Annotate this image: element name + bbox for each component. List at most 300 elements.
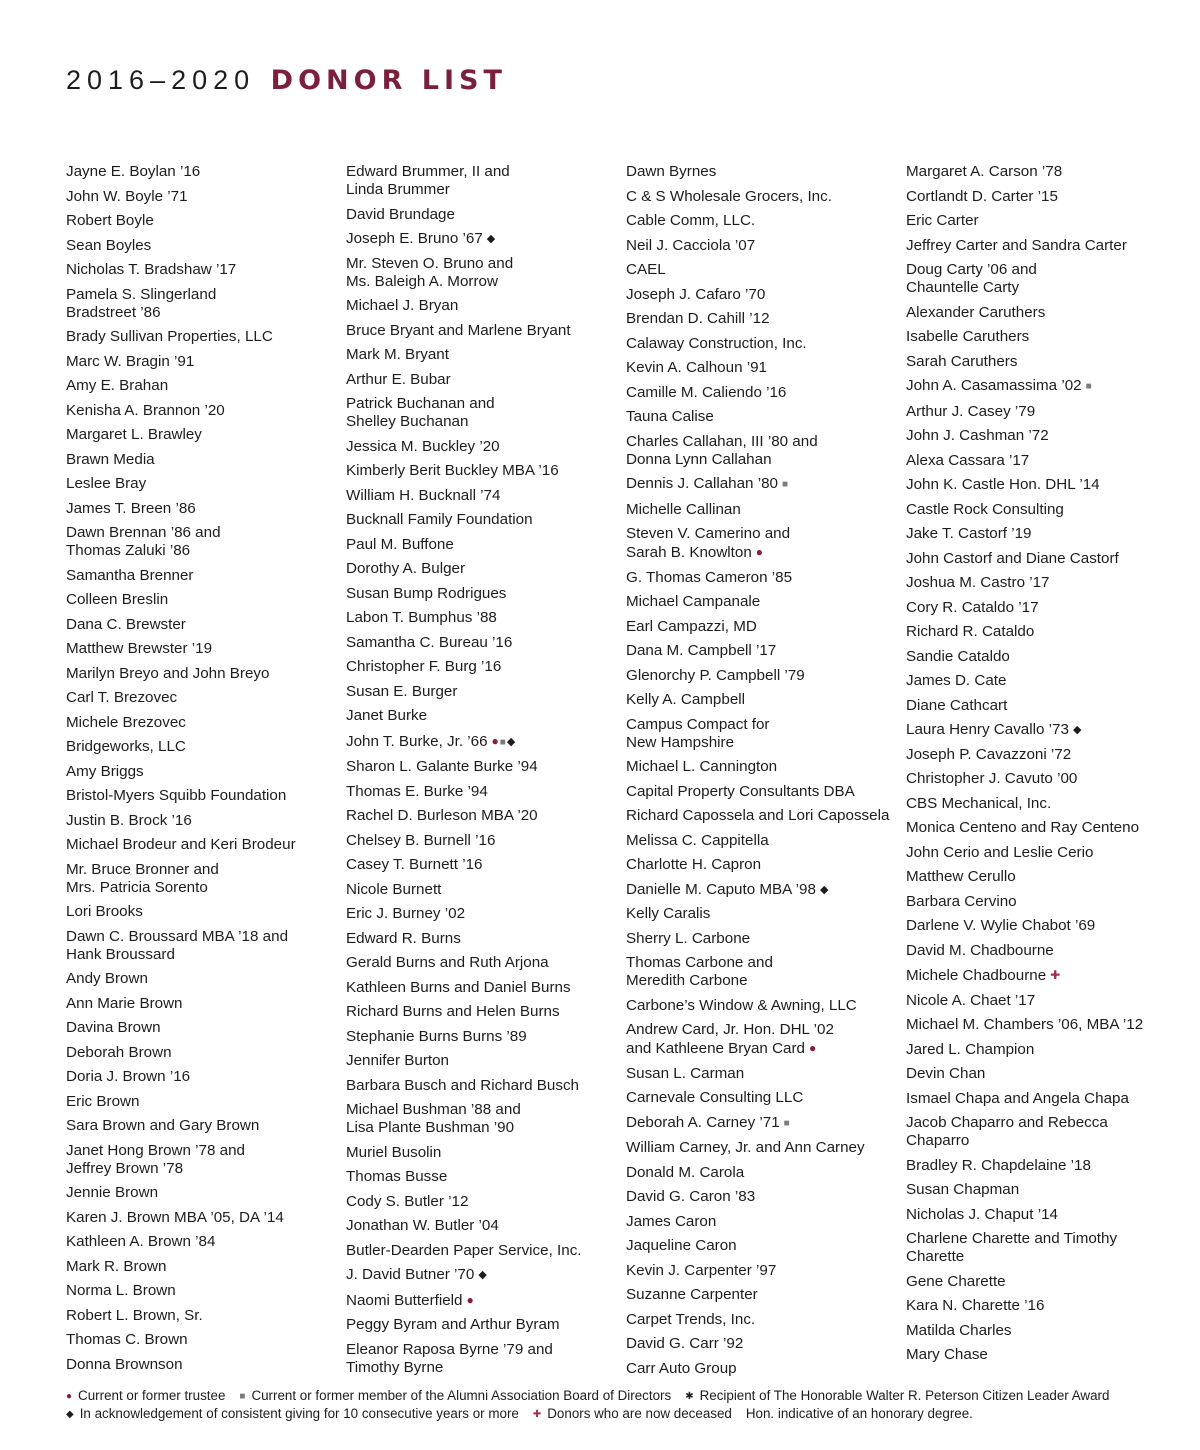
donor-name-line: Samantha C. Bureau ’16 <box>346 633 513 651</box>
donor-entry <box>66 353 336 371</box>
donor-entry <box>66 1356 336 1374</box>
donor-entry <box>626 954 896 990</box>
donor-name-line: Kara N. Charette ’16 <box>906 1297 1045 1314</box>
donor-entry <box>346 1052 616 1070</box>
donor-entry <box>66 402 336 420</box>
donor-entry <box>66 616 336 634</box>
donor-name-line: Andrew Card, Jr. Hon. DHL ’02 <box>626 1021 834 1038</box>
donor-entry <box>346 346 616 364</box>
donor-name-line: Justin B. Brock ’16 <box>66 811 192 829</box>
donor-name-line: Laura Henry Cavallo ’73 <box>906 721 1069 738</box>
donor-name-line: Kimberly Berit Buckley MBA ’16 <box>346 462 559 479</box>
cross-icon: ✚ <box>532 1409 542 1420</box>
donor-name-line: Brendan D. Cahill ’12 <box>626 310 770 327</box>
donor-name-line: Carl T. Brezovec <box>66 689 178 706</box>
donor-entry <box>346 462 616 480</box>
donor-entry <box>626 408 896 426</box>
legend-row <box>66 1405 1176 1423</box>
donor-entry <box>66 861 336 897</box>
donor-name-line: CBS Mechanical, Inc. <box>906 794 1052 812</box>
donor-name-line: Alexa Cassara ’17 <box>906 451 1030 469</box>
donor-name-line: Rachel D. Burleson MBA ’20 <box>346 807 538 824</box>
donor-entry <box>906 795 1176 813</box>
donor-name-line: Nicole Burnett <box>346 880 442 898</box>
donor-name-line: Chelsey B. Burnell ’16 <box>346 831 496 849</box>
donor-name-line: William H. Bucknall ’74 <box>346 486 501 504</box>
donor-name-line: Mark R. Brown <box>66 1257 167 1275</box>
donor-name-line: Joshua M. Castro ’17 <box>906 574 1050 591</box>
donor-name-line: Suzanne Carpenter <box>626 1286 758 1303</box>
donor-name-line: John Cerio and Leslie Cerio <box>906 843 1094 861</box>
donor-entry <box>906 1041 1176 1059</box>
consistent-giving-diamond-icon: ◆ <box>486 233 496 245</box>
donor-entry <box>906 1016 1176 1034</box>
donor-entry <box>66 426 336 444</box>
donor-entry <box>626 433 896 469</box>
donor-name-line: Earl Campazzi, MD <box>626 617 757 635</box>
donor-entry <box>66 995 336 1013</box>
donor-name-line: David G. Caron ’83 <box>626 1188 756 1205</box>
donor-name-line: Jake T. Castorf ’19 <box>906 525 1032 542</box>
donor-entry <box>626 1021 896 1058</box>
donor-entry <box>66 328 336 346</box>
board-square-icon: ■ <box>499 736 506 748</box>
dot-icon: ● <box>66 1391 73 1402</box>
donor-name-line: Arthur E. Bubar <box>346 370 451 388</box>
donor-name-line: Stephanie Burns Burns ’89 <box>346 1027 527 1045</box>
donor-name-line: Brawn Media <box>66 450 155 468</box>
donor-entry <box>66 286 336 322</box>
donor-name-line: Ms. Baleigh A. Morrow <box>346 272 498 290</box>
donor-entry <box>346 371 616 389</box>
donor-entry <box>66 1117 336 1135</box>
donor-name-line: Chaparro <box>906 1132 970 1149</box>
donor-entry <box>66 787 336 805</box>
donor-name-line: William Carney, Jr. and Ann Carney <box>626 1139 865 1156</box>
donor-name-line: Butler-Dearden Paper Service, Inc. <box>346 1241 582 1259</box>
donor-name-line: Timothy Byrne <box>346 1358 444 1376</box>
donor-name-line: Margaret L. Brawley <box>66 426 202 443</box>
donor-entry <box>626 525 896 562</box>
donor-name-line: and Kathleene Bryan Card <box>626 1040 805 1057</box>
donor-entry <box>346 832 616 850</box>
donor-name-line: John Castorf and Diane Castorf <box>906 549 1119 567</box>
donor-entry <box>66 163 336 181</box>
donor-entry <box>346 395 616 431</box>
donor-name-line: John W. Boyle ’71 <box>66 187 188 205</box>
consistent-giving-diamond-icon: ◆ <box>478 1269 487 1281</box>
donor-name-line: Melissa C. Cappitella <box>626 831 769 849</box>
donor-entry <box>626 1188 896 1206</box>
donor-entry <box>906 476 1176 494</box>
donor-entry <box>906 304 1176 322</box>
donor-entry <box>346 511 616 529</box>
donor-entry <box>66 1019 336 1037</box>
donor-entry <box>66 475 336 493</box>
donor-entry <box>906 1157 1176 1175</box>
donor-entry <box>906 992 1176 1010</box>
donor-name-line: Richard R. Cataldo <box>906 623 1035 640</box>
donor-name-line: Kevin A. Calhoun ’91 <box>626 359 768 376</box>
donor-name-line: Susan L. Carman <box>626 1064 745 1082</box>
donor-name-line: Barbara Cervino <box>906 892 1017 910</box>
donor-entry <box>906 868 1176 886</box>
donor-entry <box>66 212 336 230</box>
donor-entry <box>626 593 896 611</box>
donor-name-line: Labon T. Bumphus ’88 <box>346 609 497 626</box>
donor-name-line: Muriel Busolin <box>346 1143 442 1161</box>
donor-name-line: Michele Brezovec <box>66 713 186 731</box>
donor-entry <box>626 1213 896 1231</box>
donor-name-line: Jeffrey Carter and Sandra Carter <box>906 236 1127 254</box>
donor-entry <box>66 714 336 732</box>
donor-entry <box>906 648 1176 666</box>
donor-name-line: John J. Cashman ’72 <box>906 427 1049 444</box>
donor-entry <box>66 812 336 830</box>
donor-entry <box>906 1346 1176 1364</box>
donor-name-line: Sarah B. Knowlton <box>626 544 752 561</box>
donor-entry <box>66 1142 336 1178</box>
donor-entry <box>346 487 616 505</box>
donor-entry <box>66 928 336 964</box>
donor-entry <box>346 206 616 224</box>
donor-entry <box>626 881 896 899</box>
square-icon: ■ <box>239 1391 246 1402</box>
donor-name-line: Susan Bump Rodrigues <box>346 584 507 602</box>
donor-name-line: Ismael Chapa and Angela Chapa <box>906 1089 1129 1107</box>
donor-name-line: David M. Chadbourne <box>906 941 1054 959</box>
donor-entry <box>346 1144 616 1162</box>
donor-entry <box>346 322 616 340</box>
donor-entry <box>346 1101 616 1137</box>
donor-entry <box>346 783 616 801</box>
donor-name-line: Eric Carter <box>906 212 979 229</box>
donor-entry <box>346 1316 616 1334</box>
legend-text: Hon. indicative of an honorary degree. <box>745 1406 973 1421</box>
donor-entry <box>906 770 1176 788</box>
donor-entry <box>626 905 896 923</box>
donor-name-line: G. Thomas Cameron ’85 <box>626 568 793 586</box>
donor-name-line: Neil J. Cacciola ’07 <box>626 236 756 254</box>
donor-entry <box>346 536 616 554</box>
donor-name-line: Joseph P. Cavazzoni ’72 <box>906 745 1072 763</box>
trustee-dot-icon: ● <box>491 733 499 748</box>
donor-entry <box>906 452 1176 470</box>
donor-name-line: Richard Capossela and Lori Capossela <box>626 807 890 824</box>
consistent-giving-diamond-icon: ◆ <box>506 735 516 748</box>
page-title <box>66 62 507 99</box>
donor-name-line: Linda Brummer <box>346 181 450 198</box>
donor-entry <box>626 1114 896 1133</box>
donor-name-line: Donna Brownson <box>66 1355 183 1373</box>
donor-name-line: Nicholas T. Bradshaw ’17 <box>66 261 237 278</box>
donor-name-line: Bradley R. Chapdelaine ’18 <box>906 1156 1091 1174</box>
donor-name-line: Jennifer Burton <box>346 1052 449 1069</box>
donor-entry <box>66 689 336 707</box>
donor-name-line: James T. Breen ’86 <box>66 499 196 517</box>
donor-entry <box>346 1168 616 1186</box>
donor-entry <box>66 1331 336 1349</box>
donor-entry <box>906 1065 1176 1083</box>
donor-name-line: Mrs. Patricia Sorento <box>66 878 208 896</box>
legend-text: In acknowledgement of consistent giving for 10 consecutive years or more <box>79 1406 519 1421</box>
donor-entry <box>906 525 1176 543</box>
donor-entry <box>66 500 336 518</box>
donor-entry <box>66 1233 336 1251</box>
legend-row <box>66 1387 1176 1405</box>
donor-entry <box>906 721 1176 739</box>
donor-name-line: Michelle Callinan <box>626 500 741 518</box>
donor-entry <box>346 807 616 825</box>
donor-name-line: Nicholas J. Chaput ’14 <box>906 1205 1058 1223</box>
asterisk-icon: ✱ <box>685 1391 694 1402</box>
donor-name-line: Janet Hong Brown ’78 and <box>66 1141 245 1159</box>
donor-name-line: Bristol-Myers Squibb Foundation <box>66 787 287 804</box>
donor-name-line: Robert Boyle <box>66 212 154 229</box>
donor-name-line: Kevin J. Carpenter ’97 <box>626 1261 777 1279</box>
donor-name-line: Carbone’s Window & Awning, LLC <box>626 996 857 1014</box>
board-square-icon: ■ <box>1085 381 1092 392</box>
donor-name-line: Richard Burns and Helen Burns <box>346 1003 560 1020</box>
donor-name-line: Devin Chan <box>906 1065 986 1082</box>
donor-entry <box>906 1181 1176 1199</box>
donor-entry <box>346 856 616 874</box>
donor-name-line: Edward Brummer, II and <box>346 163 510 180</box>
legend-text: Donors who are now deceased <box>547 1406 732 1421</box>
donor-name-line: Sherry L. Carbone <box>626 929 751 947</box>
board-square-icon: ■ <box>781 479 789 490</box>
donor-name-line: Mr. Bruce Bronner and <box>66 860 219 878</box>
donor-name-line: James Caron <box>626 1212 717 1230</box>
donor-entry <box>626 997 896 1015</box>
donor-name-line: Mary Chase <box>906 1346 988 1363</box>
donor-name-line: James D. Cate <box>906 672 1007 689</box>
donor-name-line: Karen J. Brown MBA ’05, DA ’14 <box>66 1208 284 1226</box>
donor-name-line: Dawn Brennan ’86 and <box>66 524 221 541</box>
donor-name-line: Gene Charette <box>906 1272 1006 1290</box>
donor-name-line: Cable Comm, LLC. <box>626 212 756 229</box>
donor-name-line: Steven V. Camerino and <box>626 525 791 542</box>
donor-name-line: Jacob Chaparro and Rebecca <box>906 1114 1108 1131</box>
donor-entry <box>906 163 1176 181</box>
donor-name-line: Paul M. Buffone <box>346 535 454 553</box>
donor-name-line: David G. Carr ’92 <box>626 1335 744 1352</box>
donor-entry <box>626 384 896 402</box>
donor-entry <box>906 1206 1176 1224</box>
donor-entry <box>906 261 1176 297</box>
legend <box>66 1387 1176 1423</box>
donor-name-line: Doria J. Brown ’16 <box>66 1068 191 1085</box>
donor-entry <box>906 746 1176 764</box>
donor-name-line: Jared L. Champion <box>906 1040 1035 1058</box>
donor-name-line: Edward R. Burns <box>346 929 461 947</box>
legend-item <box>533 1405 732 1423</box>
donor-entry <box>346 905 616 923</box>
donor-name-line: Michael M. Chambers ’06, MBA ’12 <box>906 1016 1144 1033</box>
donor-name-line: Doug Carty ’06 and <box>906 261 1037 278</box>
donor-name-line: Samantha Brenner <box>66 566 194 584</box>
donor-name-line: Jeffrey Brown ’78 <box>66 1159 184 1177</box>
board-square-icon: ■ <box>783 1117 790 1129</box>
legend-text: Current or former trustee <box>78 1388 226 1403</box>
donor-name-line: Janet Burke <box>346 707 428 724</box>
donor-name-line: Michael Bushman ’88 and <box>346 1101 521 1118</box>
donor-entry <box>626 501 896 519</box>
donor-entry <box>66 1068 336 1086</box>
donor-name-line: C & S Wholesale Grocers, Inc. <box>626 187 832 205</box>
donor-name-line: Deborah Brown <box>66 1043 172 1061</box>
donor-name-line: Jessica M. Buckley ’20 <box>346 437 500 455</box>
donor-name-line: Ann Marie Brown <box>66 994 183 1012</box>
donor-entry <box>66 237 336 255</box>
consistent-giving-diamond-icon: ◆ <box>819 883 829 896</box>
donor-entry <box>626 807 896 825</box>
donor-entry <box>906 672 1176 690</box>
donor-entry <box>66 970 336 988</box>
donor-name-line: Christopher J. Cavuto ’00 <box>906 770 1078 787</box>
donor-entry <box>66 261 336 279</box>
donor-entry <box>906 942 1176 960</box>
legend-item <box>66 1387 225 1405</box>
donor-entry <box>906 550 1176 568</box>
donor-name-line: Marc W. Bragin ’91 <box>66 352 195 370</box>
legend-item <box>239 1387 671 1405</box>
donor-name-line: Sharon L. Galante Burke ’94 <box>346 758 538 775</box>
donor-entry <box>906 844 1176 862</box>
donor-entry <box>626 1360 896 1378</box>
donor-name-line: New Hampshire <box>626 733 735 751</box>
donor-entry <box>626 1311 896 1329</box>
donor-name-line: Hank Broussard <box>66 945 175 963</box>
legend-item <box>685 1387 1109 1405</box>
donor-name-line: Davina Brown <box>66 1019 161 1036</box>
donor-name-line: Kelly A. Campbell <box>626 691 746 708</box>
donor-name-line: Kenisha A. Brannon ’20 <box>66 401 225 419</box>
donor-entry <box>906 1273 1176 1291</box>
donor-name-line: Campus Compact for <box>626 715 770 733</box>
donor-name-line: Cody S. Butler ’12 <box>346 1192 469 1210</box>
donor-name-line: Nicole A. Chaet ’17 <box>906 991 1036 1009</box>
donor-entry <box>346 1242 616 1260</box>
donor-entry <box>346 1266 616 1284</box>
donor-entry <box>626 1286 896 1304</box>
donor-name-line: Dana M. Campbell ’17 <box>626 642 777 659</box>
donor-entry <box>346 297 616 315</box>
donor-entry <box>626 569 896 587</box>
donor-entry <box>66 567 336 585</box>
donor-name-line: Marilyn Breyo and John Breyo <box>66 664 270 682</box>
title-years: 2016–2020 <box>66 65 256 95</box>
donor-entry <box>626 359 896 377</box>
donor-name-line: Joseph E. Bruno ’67 <box>346 230 483 247</box>
donor-entry <box>66 1044 336 1062</box>
donor-name-line: Dorothy A. Bulger <box>346 560 466 577</box>
donor-entry <box>346 163 616 199</box>
donor-name-line: Danielle M. Caputo MBA ’98 <box>626 880 816 898</box>
donor-entry <box>626 188 896 206</box>
donor-entry <box>906 966 1176 985</box>
donor-entry <box>346 1341 616 1377</box>
donor-name-line: Sean Boyles <box>66 236 152 254</box>
donor-entry <box>66 763 336 781</box>
donor-entry <box>906 697 1176 715</box>
donor-name-line: Thomas E. Burke ’94 <box>346 782 488 800</box>
donor-name-line: Eric J. Burney ’02 <box>346 905 466 922</box>
donor-name-line: Jaqueline Caron <box>626 1237 737 1254</box>
donor-name-line: Thomas C. Brown <box>66 1331 188 1348</box>
donor-entry <box>906 328 1176 346</box>
donor-name-line: Tauna Calise <box>626 408 714 425</box>
trustee-dot-icon: ● <box>809 1041 817 1055</box>
donor-entry <box>346 585 616 603</box>
trustee-dot-icon: ● <box>755 545 764 559</box>
donor-entry <box>346 1193 616 1211</box>
donor-name-line: Carnevale Consulting LLC <box>626 1089 804 1106</box>
donor-name-line: Susan E. Burger <box>346 682 458 700</box>
donor-entry <box>626 335 896 353</box>
donor-name-line: Susan Chapman <box>906 1181 1020 1198</box>
donor-entry <box>66 1282 336 1300</box>
donor-name-line: Sarah Caruthers <box>906 352 1018 370</box>
donor-name-line: Matthew Brewster ’19 <box>66 640 213 657</box>
donor-entry <box>346 255 616 291</box>
donor-name-line: Kelly Caralis <box>626 905 711 922</box>
donor-name-line: Michael L. Cannington <box>626 758 778 775</box>
donor-entry <box>346 438 616 456</box>
donor-entry <box>626 832 896 850</box>
donor-name-line: Matthew Cerullo <box>906 868 1016 885</box>
donor-entry <box>906 1322 1176 1340</box>
donor-name-line: Alexander Caruthers <box>906 303 1046 321</box>
donor-entry <box>626 1237 896 1255</box>
donor-entry <box>906 353 1176 371</box>
donor-entry <box>66 1307 336 1325</box>
donor-entry <box>346 758 616 776</box>
donor-entry <box>906 1230 1176 1266</box>
donor-name-line: Joseph J. Cafaro ’70 <box>626 285 766 303</box>
donor-entry <box>66 640 336 658</box>
donor-entry <box>626 237 896 255</box>
donor-entry <box>66 188 336 206</box>
donor-entry <box>346 1291 616 1310</box>
donor-name-line: Jayne E. Boylan ’16 <box>66 163 201 180</box>
donor-entry <box>626 930 896 948</box>
donor-name-line: Robert L. Brown, Sr. <box>66 1306 203 1324</box>
donor-column-4 <box>906 163 1176 1371</box>
donor-entry <box>906 501 1176 519</box>
donor-entry <box>346 707 616 725</box>
donor-name-line: Michael J. Bryan <box>346 297 459 314</box>
donor-entry <box>66 524 336 560</box>
donor-entry <box>906 427 1176 445</box>
donor-entry <box>346 683 616 701</box>
donor-entry <box>906 1090 1176 1108</box>
donor-entry <box>906 237 1176 255</box>
donor-name-line: Thomas Zaluki ’86 <box>66 542 191 559</box>
donor-name-line: Gerald Burns and Ruth Arjona <box>346 954 549 971</box>
donor-name-line: Sandie Cataldo <box>906 647 1010 665</box>
donor-entry <box>346 732 616 752</box>
donor-name-line: Patrick Buchanan and <box>346 395 495 412</box>
donor-entry <box>906 212 1176 230</box>
donor-name-line: Thomas Busse <box>346 1168 448 1185</box>
donor-entry <box>66 377 336 395</box>
donor-name-line: Mr. Steven O. Bruno and <box>346 254 514 272</box>
donor-entry <box>66 591 336 609</box>
donor-name-line: Bradstreet ’86 <box>66 303 161 321</box>
donor-name-line: CAEL <box>626 261 666 278</box>
donor-entry <box>346 1003 616 1021</box>
